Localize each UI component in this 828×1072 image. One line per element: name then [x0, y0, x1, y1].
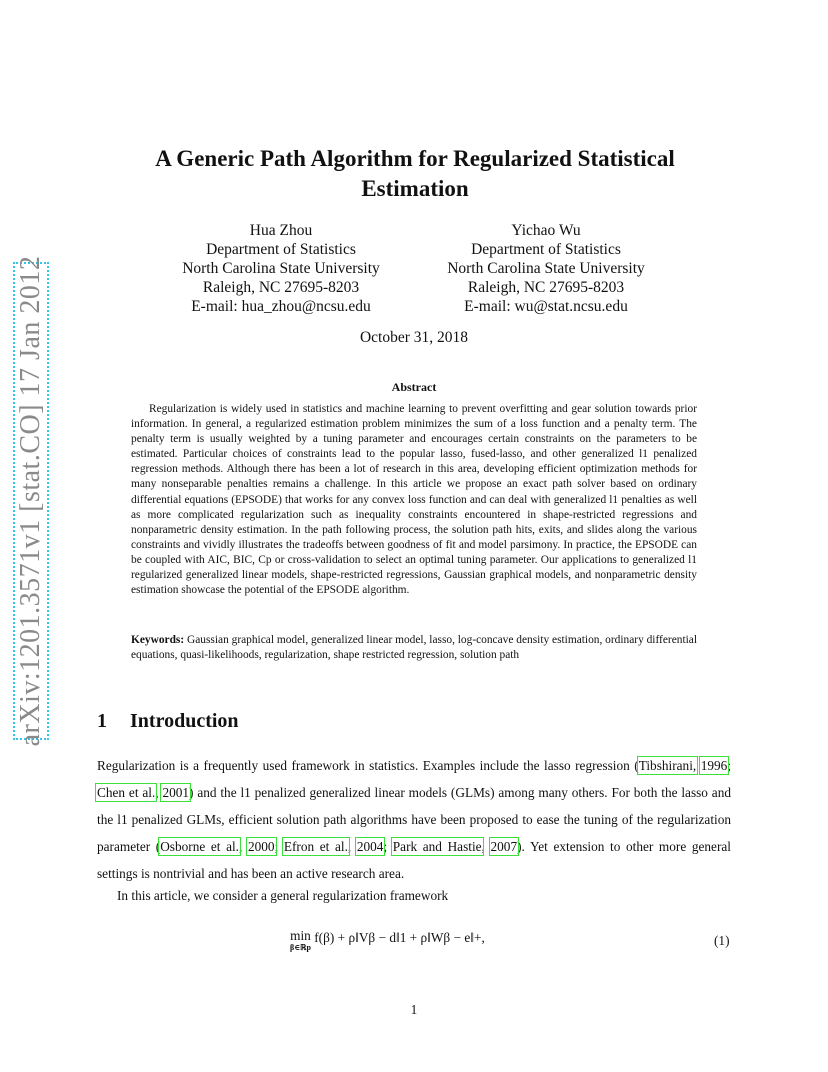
- text-run: ,: [239, 839, 248, 854]
- author-university: North Carolina State University: [182, 260, 380, 277]
- text-run: ,: [347, 839, 357, 854]
- equation-number: (1): [714, 933, 730, 948]
- citation-link[interactable]: 2007: [490, 839, 518, 854]
- min-subscript: β∈ℝp: [290, 943, 311, 952]
- text-run: ,: [481, 839, 491, 854]
- keywords: [131, 633, 697, 663]
- citation-link[interactable]: 2004: [356, 839, 384, 854]
- author-address: Raleigh, NC 27695-8203: [202, 279, 360, 296]
- citation-link[interactable]: 2000: [247, 839, 275, 854]
- abstract-text: Regularization is widely used in statistics and machine learning to prevent overfitting and gear solution towards prior information. In general, a regularized estimation problem minimizes the sum of a loss function and a penalty term. The penalty term is usually weighted by a tuning parameter and encourages certain constraints on the parameters to be estimated. Particular choices of constraints lead to the popular lasso, fused-lasso, and other generalized l1 penalized regression methods. Although there has been a lot of research in this area, developing efficient optimization methods for many nonseparable penalties remains a challenge. In this article we propose an exact path solver based on ordinary differential equations (EPSODE) that works for any convex loss function and can deal with generalized l1 penalties as well as more complicated regularization such as inequality constraints encountered in shape-restricted regressions and nonparametric density estimation. In the path following process, the solution path hits, exits, and slides along the various constraints and vividly illustrates the tradeoffs between goodness of fit and model parsimony. In practice, the EPSODE can be coupled with AIC, BIC, Cp or cross-validation to select an optimal tuning parameter. Our applications to generalized l1 regularized generalized linear models, shape-restricted regressions, Gaussian graphical models, and nonparametric density estimation showcase the potential of the EPSODE algorithm.: [131, 403, 697, 597]
- keywords-text: Gaussian graphical model, generalized linear model, lasso, log-concave density estimation, ordinary differential equations, quasi-likelihoods, regularization, shape restricted regression, solution path: [131, 634, 697, 662]
- intro-paragraph-2: In this article, we consider a general regularization framework: [117, 888, 449, 903]
- citation-link[interactable]: 2001: [162, 785, 190, 800]
- text-run: ;: [727, 758, 732, 773]
- author-1: [151, 221, 411, 316]
- text-run: ,: [155, 785, 163, 800]
- author-email: E-mail: wu@stat.ncsu.edu: [464, 298, 628, 315]
- min-operator: min: [290, 928, 311, 943]
- section-heading: [97, 710, 239, 733]
- citation-link[interactable]: Chen et al.: [97, 785, 156, 800]
- text-run: ;: [383, 839, 393, 854]
- section-number: 1: [97, 710, 107, 732]
- author-address: Raleigh, NC 27695-8203: [467, 279, 625, 296]
- citation-link[interactable]: Park and Hastie: [392, 839, 482, 854]
- citation-link[interactable]: Efron et al.: [283, 839, 348, 854]
- equation: [290, 930, 590, 954]
- abstract-heading: Abstract: [391, 380, 437, 394]
- author-email: E-mail: hua_zhou@ncsu.edu: [191, 298, 371, 315]
- text-run: ;: [274, 839, 284, 854]
- paper-title: A Generic Path Algorithm for Regularized Statistical Estimation: [155, 146, 675, 201]
- text-run: ) and the l1 penalized generalized linear models (GLMs) among many others. For both the lasso and the l1 penalized GLMs, efficient solution path algorithms have been proposed to ease the tuning of the regularization parameter (: [97, 785, 731, 854]
- author-name: Yichao Wu: [511, 222, 581, 239]
- page-number: 1: [410, 1002, 418, 1017]
- equation-min: [290, 930, 311, 954]
- text-run: ). Yet extension to other more general settings is nontrivial and has been an active research area.: [97, 839, 731, 881]
- author-name: Hua Zhou: [249, 222, 313, 239]
- author-2: [416, 221, 676, 316]
- citation-link[interactable]: Osborne et al.: [160, 839, 240, 854]
- citation-link[interactable]: 1996: [700, 758, 728, 773]
- author-department: Department of Statistics: [471, 241, 621, 258]
- keywords-label: Keywords:: [131, 634, 185, 646]
- paper-date: October 31, 2018: [359, 329, 469, 346]
- author-university: North Carolina State University: [447, 260, 645, 277]
- citation-link[interactable]: Tibshirani,: [638, 758, 697, 773]
- section-title: Introduction: [130, 710, 239, 732]
- equation-expression: f(β) + ρ‖Vβ − d‖1 + ρ‖Wβ − e‖+,: [314, 930, 485, 945]
- intro-paragraph: [97, 752, 731, 887]
- author-department: Department of Statistics: [206, 241, 356, 258]
- text-run: Regularization is a frequently used framework in statistics. Examples include the lasso regression (: [97, 758, 639, 773]
- arxiv-id: arXiv:1201.3571v1 [stat.CO] 17 Jan 2012: [15, 255, 46, 747]
